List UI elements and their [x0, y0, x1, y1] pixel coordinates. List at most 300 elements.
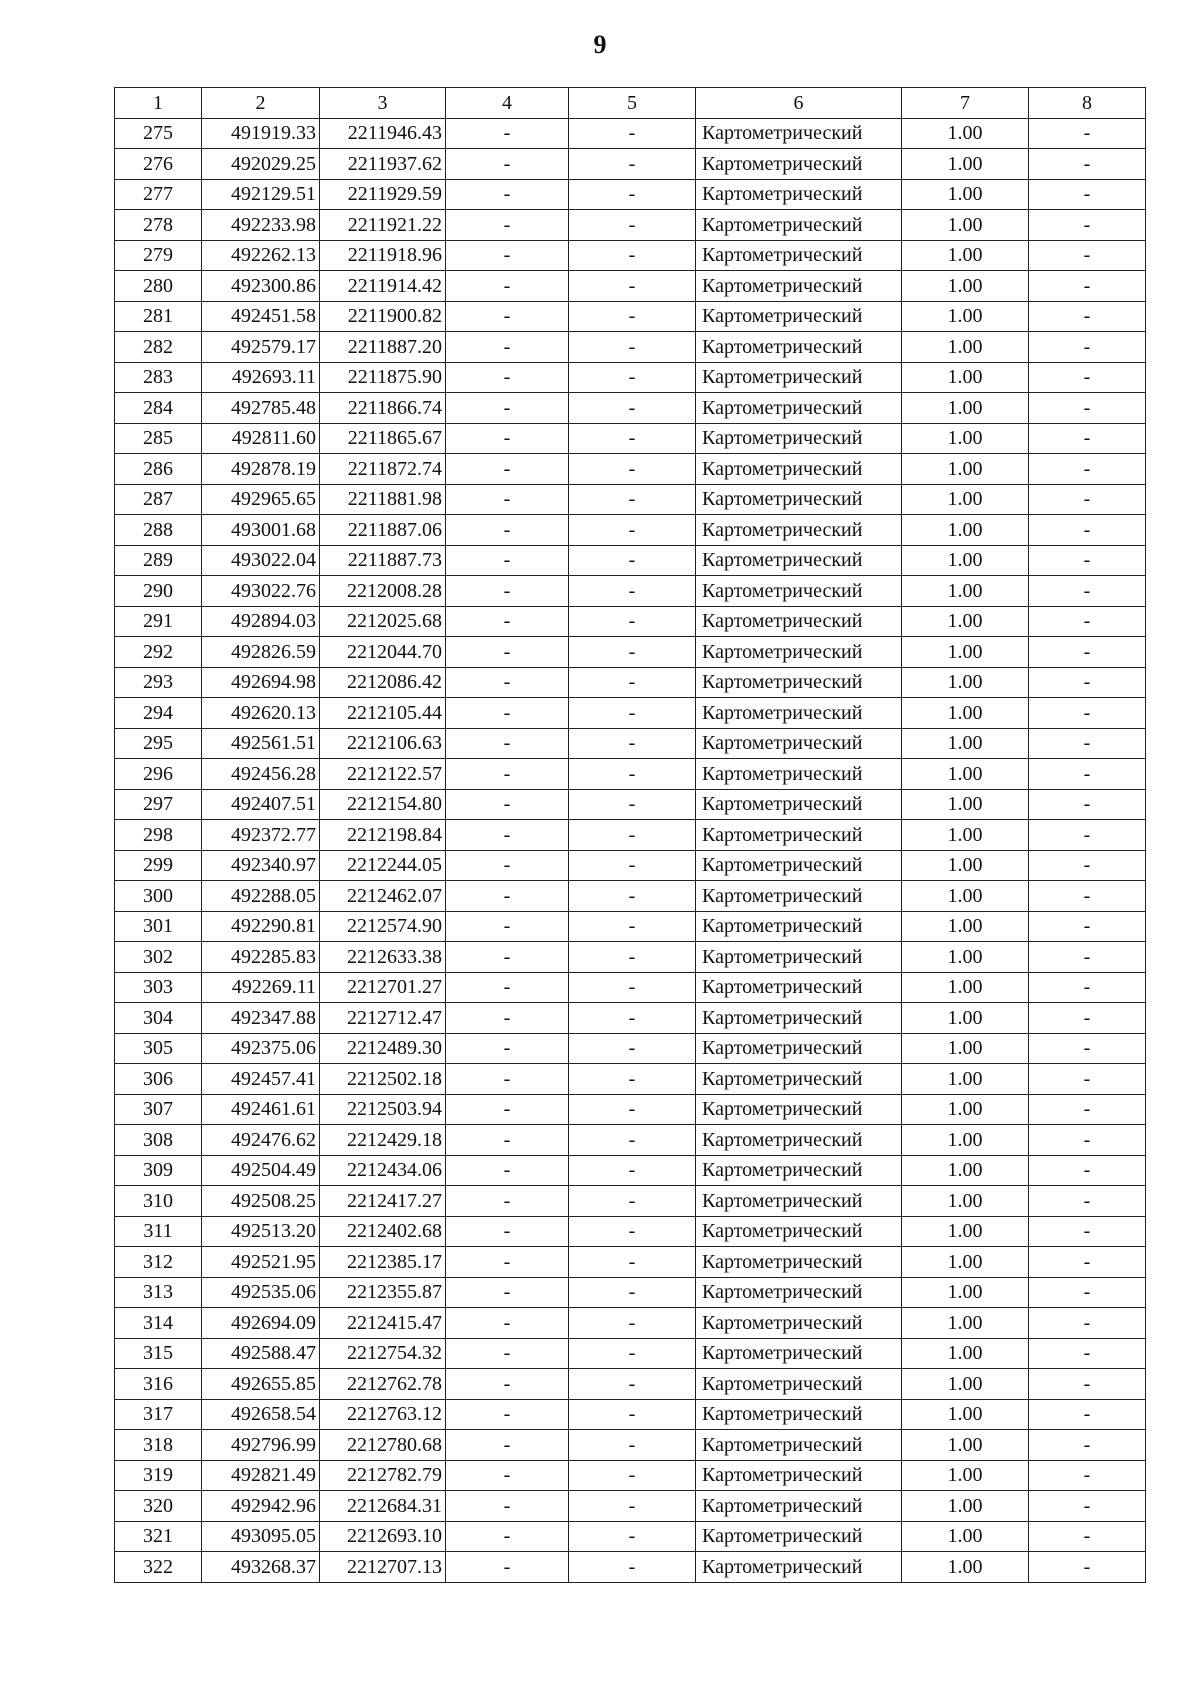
- x-coordinate-cell: 492456.28: [202, 759, 320, 790]
- x-coordinate-cell: 492457.41: [202, 1064, 320, 1095]
- col8-cell: -: [1029, 393, 1146, 424]
- y-coordinate-cell: 2212503.94: [320, 1094, 446, 1125]
- point-number-cell: 291: [115, 606, 202, 637]
- y-coordinate-cell: 2212782.79: [320, 1460, 446, 1491]
- x-coordinate-cell: 492461.61: [202, 1094, 320, 1125]
- method-cell: Картометрический: [696, 301, 902, 332]
- y-coordinate-cell: 2211914.42: [320, 271, 446, 302]
- method-cell: Картометрический: [696, 118, 902, 149]
- table-row: [115, 1308, 1146, 1339]
- col5-cell: -: [569, 301, 696, 332]
- col5-cell: -: [569, 1186, 696, 1217]
- table-row: [115, 1247, 1146, 1278]
- x-coordinate-cell: 492785.48: [202, 393, 320, 424]
- x-coordinate-cell: 492942.96: [202, 1491, 320, 1522]
- accuracy-cell: 1.00: [902, 515, 1029, 546]
- y-coordinate-cell: 2212154.80: [320, 789, 446, 820]
- y-coordinate-cell: 2212415.47: [320, 1308, 446, 1339]
- table-row: [115, 240, 1146, 271]
- method-cell: Картометрический: [696, 362, 902, 393]
- y-coordinate-cell: 2211937.62: [320, 149, 446, 180]
- accuracy-cell: 1.00: [902, 576, 1029, 607]
- x-coordinate-cell: 493268.37: [202, 1552, 320, 1583]
- point-number-cell: 275: [115, 118, 202, 149]
- col4-cell: -: [446, 972, 569, 1003]
- table-row: [115, 118, 1146, 149]
- col8-cell: -: [1029, 1552, 1146, 1583]
- col8-cell: -: [1029, 210, 1146, 241]
- col5-cell: -: [569, 484, 696, 515]
- point-number-cell: 284: [115, 393, 202, 424]
- col4-cell: -: [446, 1491, 569, 1522]
- accuracy-cell: 1.00: [902, 271, 1029, 302]
- accuracy-cell: 1.00: [902, 1430, 1029, 1461]
- col4-cell: -: [446, 606, 569, 637]
- col5-cell: -: [569, 1430, 696, 1461]
- accuracy-cell: 1.00: [902, 301, 1029, 332]
- point-number-cell: 302: [115, 942, 202, 973]
- x-coordinate-cell: 492285.83: [202, 942, 320, 973]
- accuracy-cell: 1.00: [902, 637, 1029, 668]
- col4-cell: -: [446, 1338, 569, 1369]
- table-row: [115, 1216, 1146, 1247]
- col8-cell: -: [1029, 1277, 1146, 1308]
- accuracy-cell: 1.00: [902, 149, 1029, 180]
- y-coordinate-cell: 2212684.31: [320, 1491, 446, 1522]
- col5-cell: -: [569, 545, 696, 576]
- col8-cell: -: [1029, 545, 1146, 576]
- x-coordinate-cell: 492347.88: [202, 1003, 320, 1034]
- y-coordinate-cell: 2212417.27: [320, 1186, 446, 1217]
- col4-cell: -: [446, 1369, 569, 1400]
- col8-cell: -: [1029, 484, 1146, 515]
- col8-cell: -: [1029, 789, 1146, 820]
- point-number-cell: 317: [115, 1399, 202, 1430]
- x-coordinate-cell: 492521.95: [202, 1247, 320, 1278]
- point-number-cell: 315: [115, 1338, 202, 1369]
- accuracy-cell: 1.00: [902, 728, 1029, 759]
- col8-cell: -: [1029, 271, 1146, 302]
- y-coordinate-cell: 2212025.68: [320, 606, 446, 637]
- point-number-cell: 277: [115, 179, 202, 210]
- table-row: [115, 271, 1146, 302]
- y-coordinate-cell: 2212385.17: [320, 1247, 446, 1278]
- x-coordinate-cell: 492894.03: [202, 606, 320, 637]
- method-cell: Картометрический: [696, 1460, 902, 1491]
- table-row: [115, 1491, 1146, 1522]
- y-coordinate-cell: 2211946.43: [320, 118, 446, 149]
- method-cell: Картометрический: [696, 1003, 902, 1034]
- col5-cell: -: [569, 850, 696, 881]
- y-coordinate-cell: 2211866.74: [320, 393, 446, 424]
- col4-cell: -: [446, 1308, 569, 1339]
- accuracy-cell: 1.00: [902, 820, 1029, 851]
- col5-cell: -: [569, 698, 696, 729]
- x-coordinate-cell: 492561.51: [202, 728, 320, 759]
- col4-cell: -: [446, 1094, 569, 1125]
- y-coordinate-cell: 2212244.05: [320, 850, 446, 881]
- y-coordinate-cell: 2211887.06: [320, 515, 446, 546]
- table-row: [115, 820, 1146, 851]
- table-row: [115, 1094, 1146, 1125]
- col4-cell: -: [446, 1186, 569, 1217]
- accuracy-cell: 1.00: [902, 1216, 1029, 1247]
- point-number-cell: 320: [115, 1491, 202, 1522]
- accuracy-cell: 1.00: [902, 667, 1029, 698]
- col5-cell: -: [569, 1369, 696, 1400]
- x-coordinate-cell: 492965.65: [202, 484, 320, 515]
- column-header: 7: [902, 88, 1029, 119]
- method-cell: Картометрический: [696, 698, 902, 729]
- point-number-cell: 278: [115, 210, 202, 241]
- col4-cell: -: [446, 1033, 569, 1064]
- col5-cell: -: [569, 271, 696, 302]
- method-cell: Картометрический: [696, 1094, 902, 1125]
- col8-cell: -: [1029, 1094, 1146, 1125]
- table-row: [115, 850, 1146, 881]
- col5-cell: -: [569, 118, 696, 149]
- col8-cell: -: [1029, 850, 1146, 881]
- method-cell: Картометрический: [696, 942, 902, 973]
- x-coordinate-cell: 492451.58: [202, 301, 320, 332]
- method-cell: Картометрический: [696, 423, 902, 454]
- col8-cell: -: [1029, 820, 1146, 851]
- table-row: [115, 362, 1146, 393]
- method-cell: Картометрический: [696, 637, 902, 668]
- table-row: [115, 393, 1146, 424]
- table-row: [115, 1003, 1146, 1034]
- y-coordinate-cell: 2212693.10: [320, 1521, 446, 1552]
- x-coordinate-cell: 492300.86: [202, 271, 320, 302]
- col8-cell: -: [1029, 362, 1146, 393]
- table-row: [115, 606, 1146, 637]
- col5-cell: -: [569, 1216, 696, 1247]
- point-number-cell: 313: [115, 1277, 202, 1308]
- point-number-cell: 288: [115, 515, 202, 546]
- x-coordinate-cell: 492129.51: [202, 179, 320, 210]
- col4-cell: -: [446, 911, 569, 942]
- x-coordinate-cell: 492233.98: [202, 210, 320, 241]
- col4-cell: -: [446, 210, 569, 241]
- table-row: [115, 789, 1146, 820]
- x-coordinate-cell: 493022.76: [202, 576, 320, 607]
- col5-cell: -: [569, 789, 696, 820]
- y-coordinate-cell: 2212574.90: [320, 911, 446, 942]
- x-coordinate-cell: 492513.20: [202, 1216, 320, 1247]
- col5-cell: -: [569, 1003, 696, 1034]
- col8-cell: -: [1029, 240, 1146, 271]
- accuracy-cell: 1.00: [902, 1277, 1029, 1308]
- table-row: [115, 515, 1146, 546]
- col4-cell: -: [446, 118, 569, 149]
- method-cell: Картометрический: [696, 1369, 902, 1400]
- accuracy-cell: 1.00: [902, 210, 1029, 241]
- point-number-cell: 304: [115, 1003, 202, 1034]
- col4-cell: -: [446, 332, 569, 363]
- y-coordinate-cell: 2212489.30: [320, 1033, 446, 1064]
- method-cell: Картометрический: [696, 484, 902, 515]
- point-number-cell: 316: [115, 1369, 202, 1400]
- point-number-cell: 282: [115, 332, 202, 363]
- table-row: [115, 332, 1146, 363]
- col4-cell: -: [446, 820, 569, 851]
- col5-cell: -: [569, 1521, 696, 1552]
- point-number-cell: 318: [115, 1430, 202, 1461]
- col8-cell: -: [1029, 301, 1146, 332]
- point-number-cell: 296: [115, 759, 202, 790]
- col5-cell: -: [569, 1491, 696, 1522]
- x-coordinate-cell: 492262.13: [202, 240, 320, 271]
- col8-cell: -: [1029, 454, 1146, 485]
- point-number-cell: 321: [115, 1521, 202, 1552]
- col5-cell: -: [569, 454, 696, 485]
- x-coordinate-cell: 492407.51: [202, 789, 320, 820]
- col5-cell: -: [569, 1338, 696, 1369]
- x-coordinate-cell: 492658.54: [202, 1399, 320, 1430]
- col4-cell: -: [446, 484, 569, 515]
- column-header: 4: [446, 88, 569, 119]
- x-coordinate-cell: 492620.13: [202, 698, 320, 729]
- col8-cell: -: [1029, 1521, 1146, 1552]
- col5-cell: -: [569, 1125, 696, 1156]
- method-cell: Картометрический: [696, 240, 902, 271]
- accuracy-cell: 1.00: [902, 484, 1029, 515]
- point-number-cell: 310: [115, 1186, 202, 1217]
- method-cell: Картометрический: [696, 881, 902, 912]
- col5-cell: -: [569, 1399, 696, 1430]
- accuracy-cell: 1.00: [902, 118, 1029, 149]
- y-coordinate-cell: 2212434.06: [320, 1155, 446, 1186]
- accuracy-cell: 1.00: [902, 1247, 1029, 1278]
- col4-cell: -: [446, 1460, 569, 1491]
- method-cell: Картометрический: [696, 1552, 902, 1583]
- col5-cell: -: [569, 1033, 696, 1064]
- col5-cell: -: [569, 759, 696, 790]
- col8-cell: -: [1029, 515, 1146, 546]
- col5-cell: -: [569, 1460, 696, 1491]
- point-number-cell: 299: [115, 850, 202, 881]
- accuracy-cell: 1.00: [902, 362, 1029, 393]
- method-cell: Картометрический: [696, 1247, 902, 1278]
- y-coordinate-cell: 2212780.68: [320, 1430, 446, 1461]
- method-cell: Картометрический: [696, 149, 902, 180]
- method-cell: Картометрический: [696, 1033, 902, 1064]
- accuracy-cell: 1.00: [902, 1003, 1029, 1034]
- col8-cell: -: [1029, 576, 1146, 607]
- method-cell: Картометрический: [696, 515, 902, 546]
- accuracy-cell: 1.00: [902, 1308, 1029, 1339]
- y-coordinate-cell: 2211872.74: [320, 454, 446, 485]
- table-row: [115, 149, 1146, 180]
- col4-cell: -: [446, 1003, 569, 1034]
- y-coordinate-cell: 2211921.22: [320, 210, 446, 241]
- accuracy-cell: 1.00: [902, 698, 1029, 729]
- accuracy-cell: 1.00: [902, 332, 1029, 363]
- accuracy-cell: 1.00: [902, 606, 1029, 637]
- col8-cell: -: [1029, 1125, 1146, 1156]
- point-number-cell: 293: [115, 667, 202, 698]
- col4-cell: -: [446, 1216, 569, 1247]
- method-cell: Картометрический: [696, 1155, 902, 1186]
- method-cell: Картометрический: [696, 1186, 902, 1217]
- col4-cell: -: [446, 393, 569, 424]
- table-row: [115, 1186, 1146, 1217]
- col4-cell: -: [446, 1430, 569, 1461]
- point-number-cell: 280: [115, 271, 202, 302]
- y-coordinate-cell: 2212712.47: [320, 1003, 446, 1034]
- y-coordinate-cell: 2212754.32: [320, 1338, 446, 1369]
- col8-cell: -: [1029, 179, 1146, 210]
- point-number-cell: 297: [115, 789, 202, 820]
- x-coordinate-cell: 492811.60: [202, 423, 320, 454]
- col4-cell: -: [446, 1247, 569, 1278]
- method-cell: Картометрический: [696, 1216, 902, 1247]
- y-coordinate-cell: 2212402.68: [320, 1216, 446, 1247]
- col8-cell: -: [1029, 1247, 1146, 1278]
- col5-cell: -: [569, 393, 696, 424]
- col4-cell: -: [446, 240, 569, 271]
- x-coordinate-cell: 493001.68: [202, 515, 320, 546]
- col5-cell: -: [569, 179, 696, 210]
- x-coordinate-cell: 492029.25: [202, 149, 320, 180]
- col5-cell: -: [569, 576, 696, 607]
- accuracy-cell: 1.00: [902, 240, 1029, 271]
- table-row: [115, 667, 1146, 698]
- table-row: [115, 210, 1146, 241]
- col5-cell: -: [569, 637, 696, 668]
- table-row: [115, 484, 1146, 515]
- method-cell: Картометрический: [696, 1338, 902, 1369]
- y-coordinate-cell: 2212462.07: [320, 881, 446, 912]
- table-row: [115, 728, 1146, 759]
- accuracy-cell: 1.00: [902, 850, 1029, 881]
- col4-cell: -: [446, 942, 569, 973]
- col5-cell: -: [569, 423, 696, 454]
- table-row: [115, 1369, 1146, 1400]
- x-coordinate-cell: 492694.09: [202, 1308, 320, 1339]
- col5-cell: -: [569, 606, 696, 637]
- col4-cell: -: [446, 515, 569, 546]
- coordinates-table: [114, 87, 1146, 1583]
- point-number-cell: 305: [115, 1033, 202, 1064]
- col5-cell: -: [569, 942, 696, 973]
- table-row: [115, 301, 1146, 332]
- table-row: [115, 698, 1146, 729]
- col4-cell: -: [446, 1399, 569, 1430]
- col4-cell: -: [446, 789, 569, 820]
- accuracy-cell: 1.00: [902, 911, 1029, 942]
- y-coordinate-cell: 2211887.20: [320, 332, 446, 363]
- table-row: [115, 545, 1146, 576]
- col4-cell: -: [446, 1155, 569, 1186]
- point-number-cell: 287: [115, 484, 202, 515]
- y-coordinate-cell: 2212763.12: [320, 1399, 446, 1430]
- table-row: [115, 1338, 1146, 1369]
- method-cell: Картометрический: [696, 911, 902, 942]
- col8-cell: -: [1029, 1460, 1146, 1491]
- table-row: [115, 1064, 1146, 1095]
- y-coordinate-cell: 2212086.42: [320, 667, 446, 698]
- x-coordinate-cell: 492476.62: [202, 1125, 320, 1156]
- table-row: [115, 1460, 1146, 1491]
- table-row: [115, 911, 1146, 942]
- accuracy-cell: 1.00: [902, 789, 1029, 820]
- point-number-cell: 298: [115, 820, 202, 851]
- method-cell: Картометрический: [696, 606, 902, 637]
- table-row: [115, 1552, 1146, 1583]
- x-coordinate-cell: 492694.98: [202, 667, 320, 698]
- page-number: 9: [593, 30, 607, 59]
- accuracy-cell: 1.00: [902, 454, 1029, 485]
- accuracy-cell: 1.00: [902, 1552, 1029, 1583]
- col8-cell: -: [1029, 149, 1146, 180]
- accuracy-cell: 1.00: [902, 1125, 1029, 1156]
- col4-cell: -: [446, 698, 569, 729]
- col5-cell: -: [569, 1064, 696, 1095]
- col8-cell: -: [1029, 1033, 1146, 1064]
- x-coordinate-cell: 492375.06: [202, 1033, 320, 1064]
- col5-cell: -: [569, 515, 696, 546]
- point-number-cell: 279: [115, 240, 202, 271]
- point-number-cell: 322: [115, 1552, 202, 1583]
- y-coordinate-cell: 2211900.82: [320, 301, 446, 332]
- accuracy-cell: 1.00: [902, 1094, 1029, 1125]
- point-number-cell: 286: [115, 454, 202, 485]
- col8-cell: -: [1029, 759, 1146, 790]
- column-header: 3: [320, 88, 446, 119]
- accuracy-cell: 1.00: [902, 179, 1029, 210]
- point-number-cell: 292: [115, 637, 202, 668]
- method-cell: Картометрический: [696, 1277, 902, 1308]
- col8-cell: -: [1029, 667, 1146, 698]
- col5-cell: -: [569, 1247, 696, 1278]
- col8-cell: -: [1029, 637, 1146, 668]
- point-number-cell: 309: [115, 1155, 202, 1186]
- table-row: [115, 1155, 1146, 1186]
- y-coordinate-cell: 2212008.28: [320, 576, 446, 607]
- col5-cell: -: [569, 1094, 696, 1125]
- x-coordinate-cell: 492655.85: [202, 1369, 320, 1400]
- column-header: 2: [202, 88, 320, 119]
- x-coordinate-cell: 492796.99: [202, 1430, 320, 1461]
- table-row: [115, 1399, 1146, 1430]
- col5-cell: -: [569, 332, 696, 363]
- accuracy-cell: 1.00: [902, 1399, 1029, 1430]
- table-row: [115, 637, 1146, 668]
- y-coordinate-cell: 2212429.18: [320, 1125, 446, 1156]
- point-number-cell: 319: [115, 1460, 202, 1491]
- col5-cell: -: [569, 149, 696, 180]
- accuracy-cell: 1.00: [902, 942, 1029, 973]
- y-coordinate-cell: 2212355.87: [320, 1277, 446, 1308]
- col8-cell: -: [1029, 698, 1146, 729]
- col4-cell: -: [446, 759, 569, 790]
- y-coordinate-cell: 2212044.70: [320, 637, 446, 668]
- col5-cell: -: [569, 1277, 696, 1308]
- table-row: [115, 179, 1146, 210]
- col4-cell: -: [446, 545, 569, 576]
- col8-cell: -: [1029, 1003, 1146, 1034]
- y-coordinate-cell: 2212633.38: [320, 942, 446, 973]
- col4-cell: -: [446, 576, 569, 607]
- accuracy-cell: 1.00: [902, 423, 1029, 454]
- method-cell: Картометрический: [696, 545, 902, 576]
- col8-cell: -: [1029, 1399, 1146, 1430]
- accuracy-cell: 1.00: [902, 1460, 1029, 1491]
- column-header: 8: [1029, 88, 1146, 119]
- col5-cell: -: [569, 362, 696, 393]
- method-cell: Картометрический: [696, 759, 902, 790]
